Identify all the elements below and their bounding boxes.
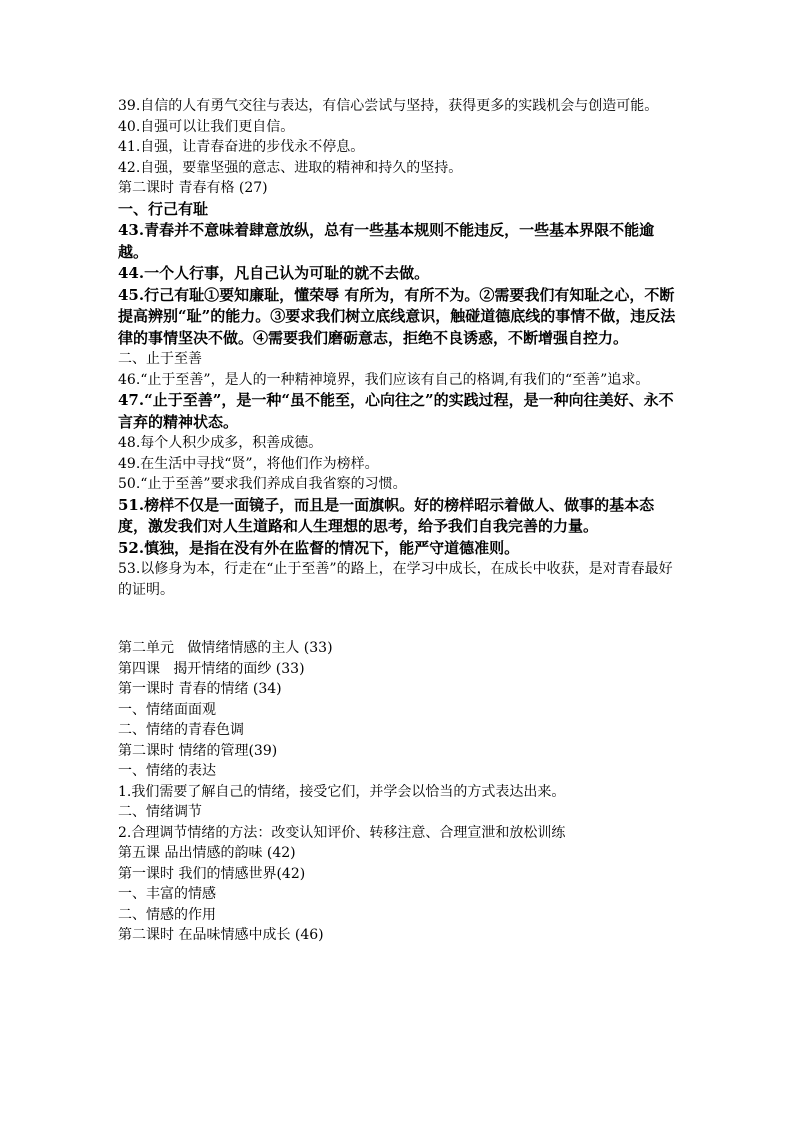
text-line: 二、情绪调节 <box>118 804 202 820</box>
document-page <box>118 96 684 946</box>
text-line: 一、行己有耻 <box>118 199 209 218</box>
document-section-outline <box>118 638 684 946</box>
document-section-notes <box>118 96 684 600</box>
text-line: 第一课时 我们的情感世界(42) <box>118 865 306 882</box>
section-gap <box>118 600 684 638</box>
text-line: 第二课时 青春有格 (27) <box>118 180 268 196</box>
text-line: 一、情绪面面观 <box>118 701 216 718</box>
text-line: 48.每个人积少成多，积善成德。 <box>118 435 323 451</box>
text-line: 43.青春并不意味着肆意放纵，总有一些基本规则不能违反，一些基本界限不能逾越。 <box>118 221 655 261</box>
text-line: 42.自强，要靠坚强的意志、进取的精神和持久的坚持。 <box>118 159 463 176</box>
text-line: 45.行己有耻①要知廉耻，懂荣辱 有所为，有所不为。②需要我们有知耻之心，不断提高辨别“耻”的能力。③要求我们树立底线意识，触碰道德底线的事情不做，违反法律的事情坚决不做。④需要我们磨砺意志，拒绝不良诱惑，不断增强自控力。 <box>118 285 676 347</box>
text-line: 52.慎独，是指在没有外在监督的情况下，能严守道德准则。 <box>118 538 520 557</box>
text-line: 53.以修身为本，行走在“止于至善”的路上，在学习中成长，在成长中收获，是对青春最好的证明。 <box>118 561 673 598</box>
text-line: 第二单元 做情绪情感的主人 (33) <box>118 640 333 656</box>
text-line: 39.自信的人有勇气交往与表达，有信心尝试与坚持，获得更多的实践机会与创造可能。 <box>118 98 659 114</box>
text-line: 49.在生活中寻找“贤”，将他们作为榜样。 <box>118 455 379 472</box>
text-line: 二、情绪的青春色调 <box>118 722 244 738</box>
text-line: 40.自强可以让我们更自信。 <box>118 118 295 135</box>
text-line: 第一课时 青春的情绪 (34) <box>118 681 282 697</box>
text-line: 第二课时 情绪的管理(39) <box>118 742 278 759</box>
text-line: 一、丰富的情感 <box>118 886 216 902</box>
text-line: 2.合理调节情绪的方法：改变认知评价、转移注意、合理宣泄和放松训练 <box>118 824 566 841</box>
text-line: 41.自强，让青春奋进的步伐永不停息。 <box>118 139 365 155</box>
text-line: 44.一个人行事，凡自己认为可耻的就不去做。 <box>118 264 430 282</box>
text-line: 50.“止于至善”要求我们养成自我省察的习惯。 <box>118 476 407 492</box>
text-line: 二、止于至善 <box>118 351 202 367</box>
text-line: 第四课 揭开情绪的面纱 (33) <box>118 660 305 677</box>
text-line: 第五课 品出情感的韵味 (42) <box>118 845 296 861</box>
text-line: 二、情感的作用 <box>118 906 216 923</box>
text-line: 47.“止于至善”，是一种“虽不能至，心向往之”的实践过程，是一种向往美好、永不言弃的精神状态。 <box>118 391 674 431</box>
text-line: 第二课时 在品味情感中成长 (46) <box>118 927 324 943</box>
text-line: 46.“止于至善”，是人的一种精神境界，我们应该有自己的格调,有我们的“至善”追求。 <box>118 371 650 388</box>
text-line: 1.我们需要了解自己的情绪，接受它们，并学会以恰当的方式表达出来。 <box>118 783 566 800</box>
text-line: 一、情绪的表达 <box>118 763 216 779</box>
text-line: 51.榜样不仅是一面镜子，而且是一面旗帜。好的榜样昭示着做人、做事的基本态度，激发我们对人生道路和人生理想的思考，给予我们自我完善的力量。 <box>118 495 655 535</box>
